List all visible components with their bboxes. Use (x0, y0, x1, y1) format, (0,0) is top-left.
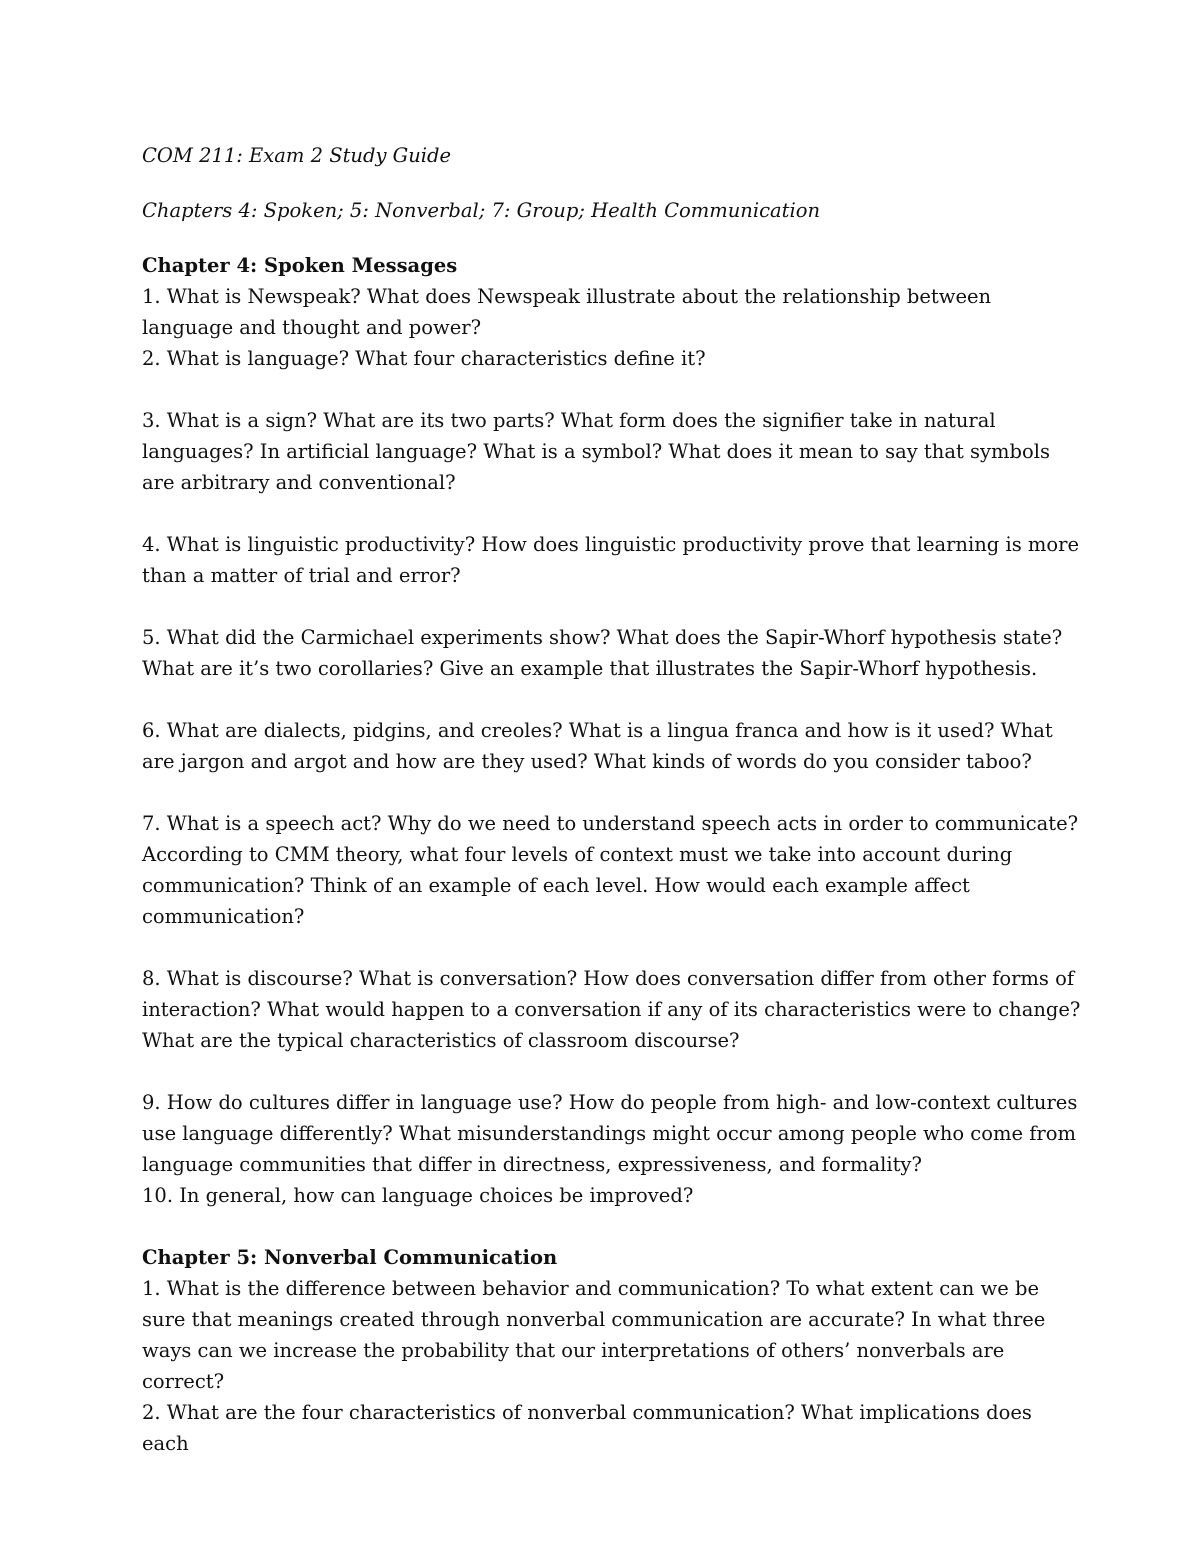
chapter-4-question-10: 10. In general, how can language choices be improved? (142, 1184, 694, 1207)
chapter-4-question-8: 8. What is discourse? What is conversation? How does conversation differ from other forms of interaction? What would happen to a conversation if any of its characteristics were to change? What are the typical characteristics of classroom discourse? (142, 967, 1081, 1052)
chapter-4-question-3: 3. What is a sign? What are its two parts? What form does the signifier take in natural languages? In artificial language? What is a symbol? What does it mean to say that symbols are arbitrary and conventional? (142, 409, 1050, 494)
chapter-4-question-7: 7. What is a speech act? Why do we need to understand speech acts in order to communicate? According to CMM theory, what four levels of context must we take into account during communication? Think of an example of each level. How would each example affect communication? (142, 812, 1079, 928)
chapter-4-question-1: 1. What is Newspeak? What does Newspeak illustrate about the relationship between language and thought and power? (142, 285, 992, 339)
document-page (142, 140, 1082, 1459)
chapter-4-question-2: 2. What is language? What four characteristics define it? (142, 347, 706, 370)
document-subtitle: Chapters 4: Spoken; 5: Nonverbal; 7: Group; Health Communication (142, 199, 820, 222)
document-title: COM 211: Exam 2 Study Guide (142, 144, 452, 167)
chapter-5-heading: Chapter 5: Nonverbal Communication (142, 1246, 558, 1269)
chapter-4-question-4: 4. What is linguistic productivity? How does linguistic productivity prove that learning is more than a matter of trial and error? (142, 533, 1079, 587)
chapter-4-question-9: 9. How do cultures differ in language use? How do people from high- and low-context cultures use language differently? What misunderstandings might occur among people who come from language communities that differ in directness, expressiveness, and formality? (142, 1091, 1078, 1176)
chapter-5-question-2: 2. What are the four characteristics of nonverbal communication? What implications does each (142, 1401, 1032, 1455)
chapter-4-heading: Chapter 4: Spoken Messages (142, 254, 458, 277)
chapter-4-question-6: 6. What are dialects, pidgins, and creoles? What is a lingua franca and how is it used? What are jargon and argot and how are they used? What kinds of words do you consider taboo? (142, 719, 1053, 773)
chapter-4-question-5: 5. What did the Carmichael experiments show? What does the Sapir-Whorf hypothesis state? What are it’s two corollaries? Give an example that illustrates the Sapir-Whorf hypothesis. (142, 626, 1063, 680)
chapter-5-question-1: 1. What is the difference between behavior and communication? To what extent can we be sure that meanings created through nonverbal communication are accurate? In what three ways can we increase the probability that our interpretations of others’ nonverbals are correct? (142, 1277, 1046, 1393)
